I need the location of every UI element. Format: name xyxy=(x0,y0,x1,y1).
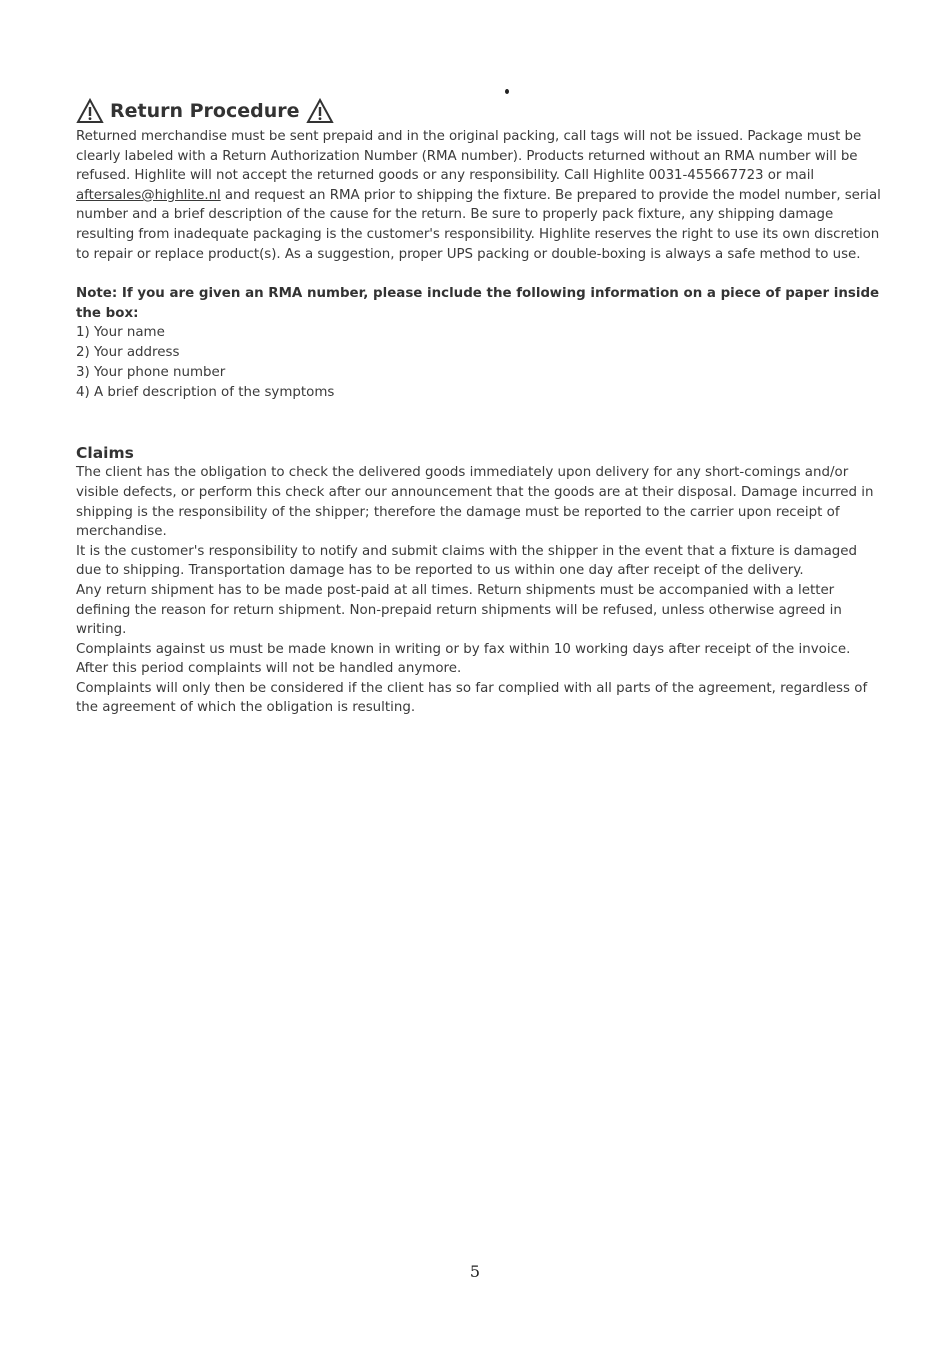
page-number: 5 xyxy=(469,1262,481,1281)
claims-paragraph: Complaints against us must be made known in writing or by fax within 10 working days after receipt of the invoice. After this period complaints will not be handled anymore. xyxy=(76,641,851,677)
return-text-part2: and request an RMA prior to shipping the fixture. Be prepared to provide the model number, serial number and a brief description of the cause for the return. Be sure to properly pack fixture, any shipping damage resulting from inadequate packaging is the customer's responsibility. Highlite reserves the right to use its own discretion to repair or replace product(s). As a suggestion, proper UPS packing or double-boxing is always a safe method to use. xyxy=(76,187,881,262)
return-text-part1: Returned merchandise must be sent prepaid and in the original packing, call tags will not be issued. Package must be clearly labeled with a Return Authorization Number (RMA number). Products returned without an RMA number will be refused. Highlite will not accept the returned goods or any responsibility. Call Highlite 0031-455667723 or mail xyxy=(76,129,862,184)
warning-triangle-icon xyxy=(306,98,334,124)
scan-speck xyxy=(505,89,509,94)
claims-paragraph: The client has the obligation to check the delivered goods immediately upon delivery for any short-comings and/or visible defects, or perform this check after our announcement that the goods are at their disposal. Damage incurred in shipping is the responsibility of the shipper; therefore the damage must be reported to the carrier upon receipt of merchandise. xyxy=(76,465,874,540)
claims-paragraph: Complaints will only then be considered if the client has so far complied with all parts of the agreement, regardless of the agreement of which the obligation is resulting. xyxy=(76,680,868,716)
rma-info-list xyxy=(76,323,882,403)
rma-note: Note: If you are given an RMA number, please include the following information on a piece of paper inside the box: xyxy=(76,286,880,321)
return-procedure-title: Return Procedure xyxy=(110,100,300,122)
aftersales-email-link[interactable]: aftersales@highlite.nl xyxy=(76,187,221,203)
list-item: 3) Your phone number xyxy=(76,365,226,381)
warning-triangle-icon xyxy=(76,98,104,124)
return-procedure-text xyxy=(76,127,882,264)
list-item: 2) Your address xyxy=(76,345,180,361)
claims-paragraph: It is the customer's responsibility to notify and submit claims with the shipper in the event that a fixture is damaged due to shipping. Transportation damage has to be reported to us within one day after receipt of the delivery. xyxy=(76,543,858,579)
list-item: 4) A brief description of the symptoms xyxy=(76,385,335,401)
claims-heading: Claims xyxy=(76,444,134,463)
claims-paragraph: Any return shipment has to be made post-paid at all times. Return shipments must be accompanied with a letter defining the reason for return shipment. Non-prepaid return shipments will be refused, unless otherwise agreed in writing. xyxy=(76,582,842,638)
page-content xyxy=(76,95,882,718)
claims-text xyxy=(76,463,882,718)
return-procedure-heading xyxy=(76,95,882,127)
list-item: 1) Your name xyxy=(76,325,165,341)
